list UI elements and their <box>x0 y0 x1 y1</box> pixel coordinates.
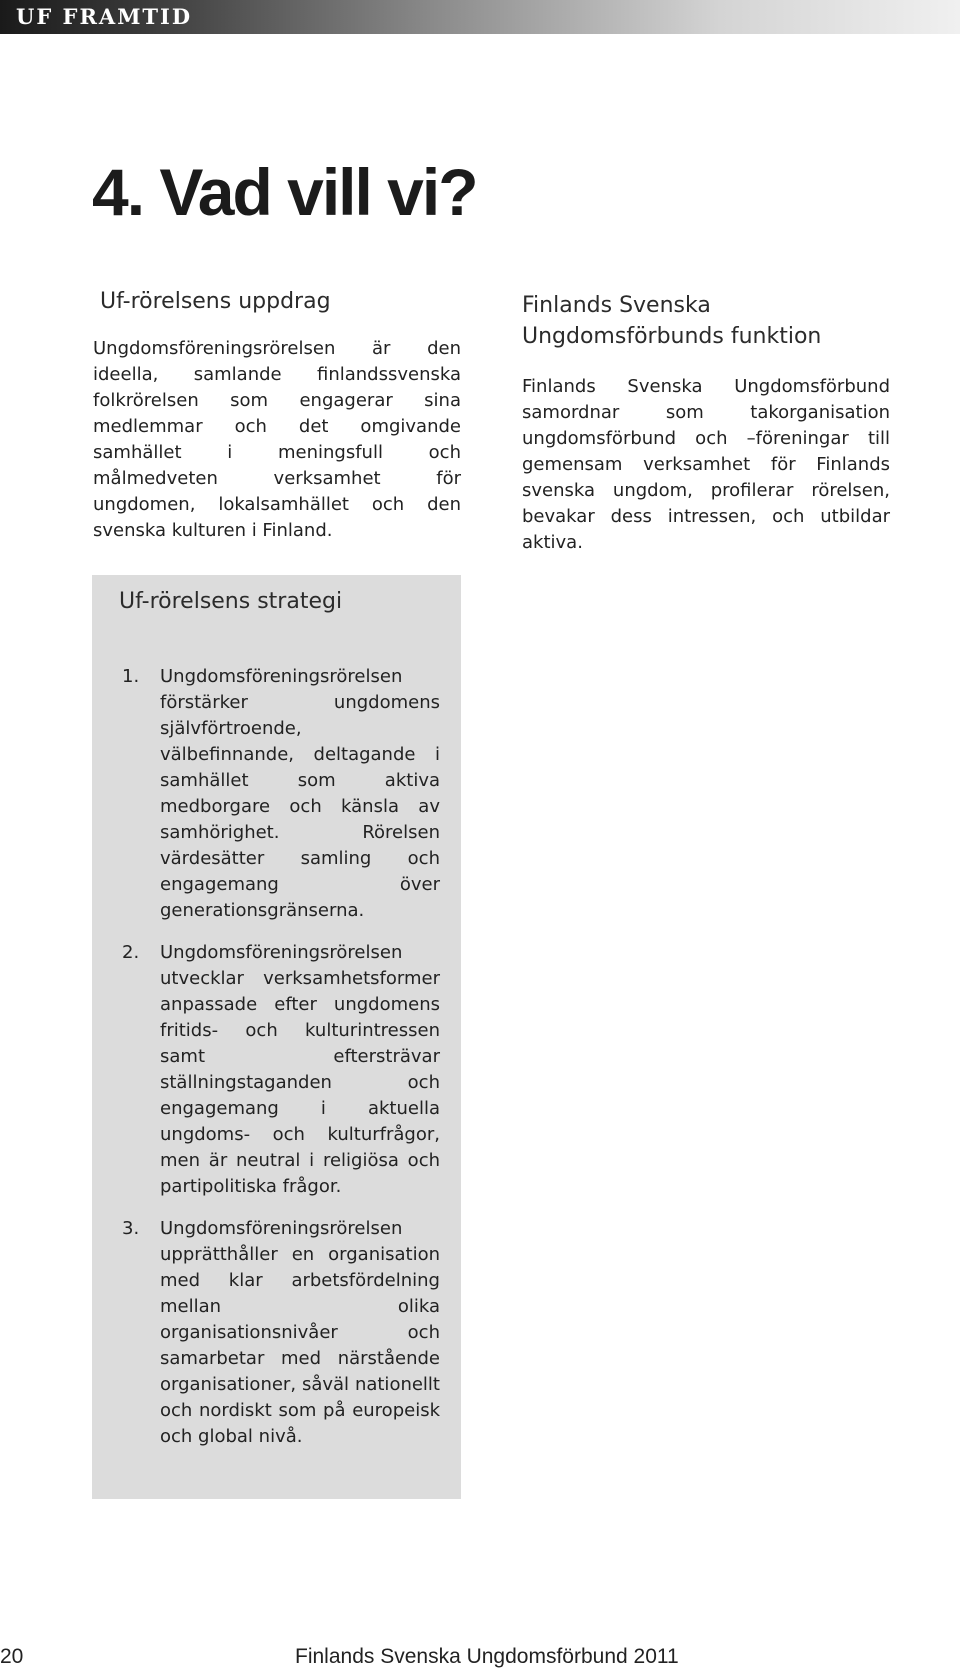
page-number: 20 <box>0 1645 24 1668</box>
strategy-item-text: Ungdomsföreningsrörelsen upprätthåller en organisation med klar arbetsfördelning mellan olika organisationsnivåer och samarbetar med närstående organisationer, såväl nationellt och nordiskt som på europeisk och global nivå. <box>160 1218 440 1447</box>
strategy-item-text: Ungdomsföreningsrörelsen förstärker ungdomens självförtroende, välbefinnande, deltagande i samhället som aktiva medborgare och känsla av samhörighet. Rörelsen värdesätter samling och engagemang över generationsgränserna. <box>160 666 440 921</box>
strategy-item-text: Ungdomsföreningsrörelsen utvecklar verksamhetsformer anpassade efter ungdomens fritids- och kulturintressen samt eftersträvar ställningstaganden och engagemang i aktuella ungdoms- och kulturfrågor, men är neutral i religiösa och partipolitiska frågor. <box>160 942 440 1197</box>
mission-text: Ungdomsföreningsrörelsen är den ideella, samlande finlandssvenska folkrörelsen som engagerar sina medlemmar och det omgivande samhället i meningsfull och målmedveten verksamhet för ungdomen, lokalsamhället och den svenska kulturen i Finland. <box>93 338 461 541</box>
strategy-item <box>122 1216 440 1450</box>
header-title: UF FRAMTID <box>16 4 193 29</box>
chapter-title: 4. Vad vill vi? <box>92 155 477 229</box>
function-heading: Finlands Svenska Ungdomsförbunds funktion <box>522 293 822 349</box>
strategy-item-number: 3. <box>122 1218 140 1239</box>
header-bar <box>0 0 960 34</box>
strategy-item-number: 2. <box>122 942 140 963</box>
strategy-box <box>92 575 461 1499</box>
function-section <box>522 290 890 556</box>
strategy-heading: Uf-rörelsens strategi <box>119 589 343 614</box>
strategy-list <box>122 664 440 1466</box>
function-text: Finlands Svenska Ungdomsförbund samordnar som takorganisation ungdomsförbund och –föreningar till gemensam verksamhet för Finlands svenska ungdom, profilerar rörelsen, bevakar dess intressen, och utbildar aktiva. <box>522 376 890 553</box>
mission-section <box>93 289 461 544</box>
footer-publisher: Finlands Svenska Ungdomsförbund 2011 <box>295 1645 679 1668</box>
strategy-item <box>122 940 440 1200</box>
strategy-item-number: 1. <box>122 666 140 687</box>
strategy-item <box>122 664 440 924</box>
mission-heading: Uf-rörelsens uppdrag <box>100 289 331 314</box>
